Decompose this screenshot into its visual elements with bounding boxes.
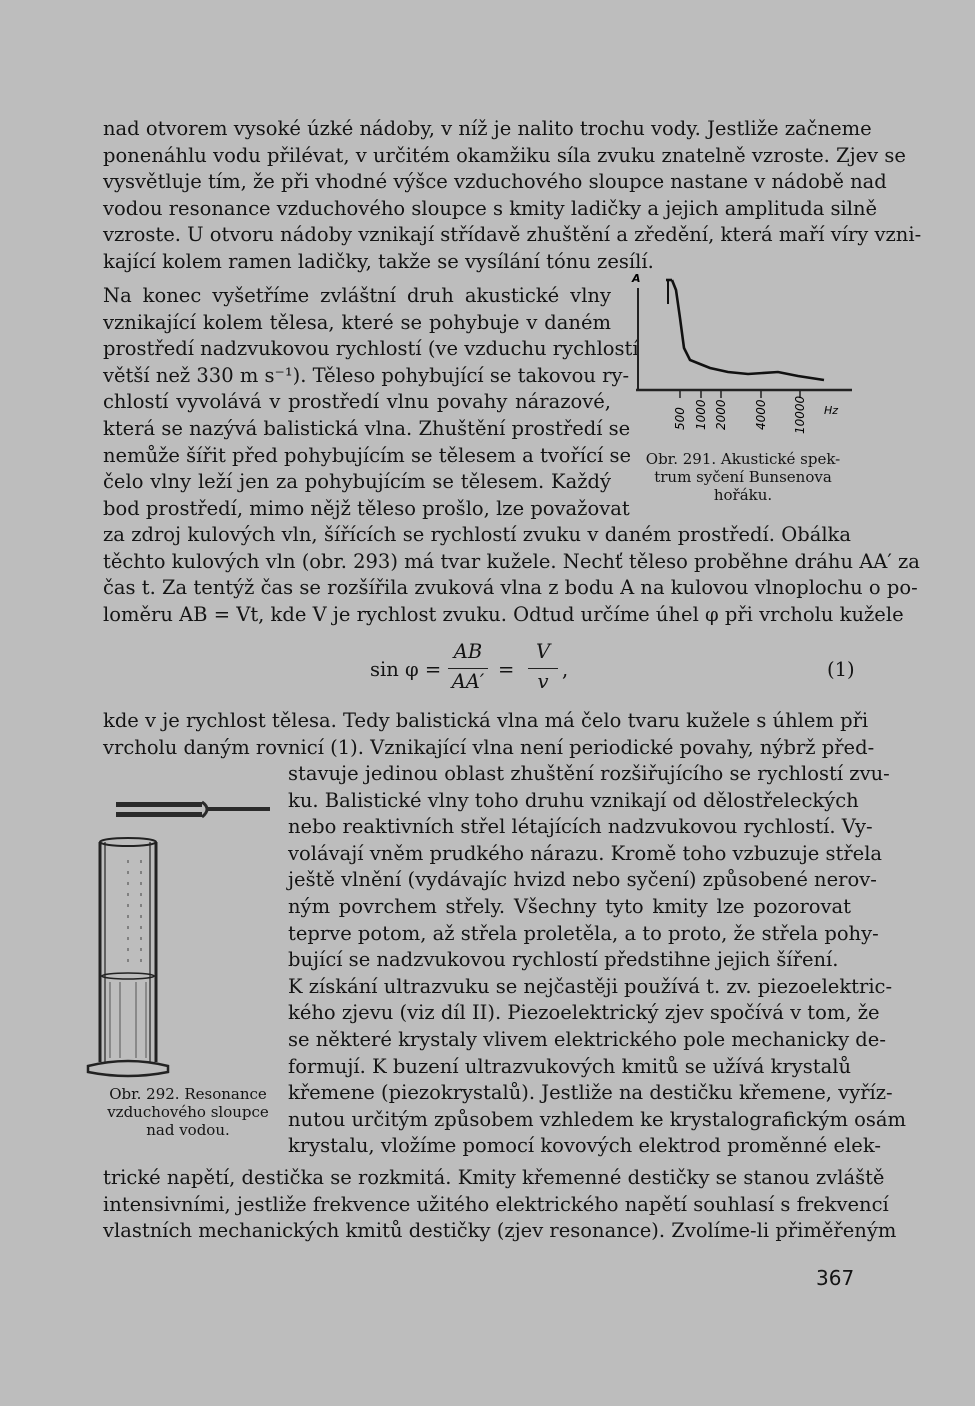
text-line: nebo reaktivních střel létajících nadzvukovou rychlostí. Vy- xyxy=(288,815,873,839)
text-line: čelo vlny leží jen za pohybujícím se tělesem. Každý xyxy=(103,470,611,494)
text-line: čas t. Za tentýž čas se rozšířila zvuková vlna z bodu A na kulovou vlnoplochu o po- xyxy=(103,576,918,600)
text-line: stavuje jedinou oblast zhuštění rozšiřujícího se rychlostí zvu- xyxy=(288,762,890,785)
figure-292-caption xyxy=(98,1085,278,1139)
text-line: K získání ultrazvuku se nejčastěji používá t. zv. piezoelektric- xyxy=(288,974,893,998)
equation-1 xyxy=(370,640,855,700)
figure-291-caption xyxy=(632,450,854,504)
text-line: Na konec vyšetříme zvláštní druh akustické vlny xyxy=(103,284,611,307)
fig291-x-unit: Hz xyxy=(824,404,839,417)
fig291-tick-2000: 2000 xyxy=(714,399,728,430)
figure-292-resonance-tube xyxy=(86,800,276,1080)
text-line: ným povrchem střely. Všechny tyto kmity lze pozorovat xyxy=(288,895,851,918)
equation-comma: , xyxy=(562,658,569,681)
caption-line: hořáku. xyxy=(713,486,773,504)
text-line: která se nazývá balistická vlna. Zhuštění prostředí se xyxy=(103,417,631,440)
caption-line: vzduchového sloupce xyxy=(107,1103,269,1121)
text-line: křemene (piezokrystalů). Jestliže na destičku křemene, vyříz- xyxy=(288,1081,893,1105)
equation-equals: = xyxy=(498,658,515,681)
text-line: nutou určitým způsobem vzhledem ke krystalografickým osám xyxy=(288,1107,907,1131)
text-line: nemůže šířit před pohybujícím se tělesem a tvořící se xyxy=(103,443,632,467)
fig291-tick-500: 500 xyxy=(673,407,687,430)
fig291-tick-4000: 4000 xyxy=(754,399,768,430)
fig291-tick-10000: 10000 xyxy=(793,395,807,434)
text-line: vzroste. U otvoru nádoby vznikají střídavě zhuštění a zředění, která maří víry vzni- xyxy=(103,223,922,247)
text-line: vznikající kolem tělesa, které se pohybuje v daném xyxy=(103,310,611,334)
text-line: ku. Balistické vlny toho druhu vznikají od dělostřeleckých xyxy=(288,788,859,812)
text-line: kde v je rychlost tělesa. Tedy balistická vlna má čelo tvaru kužele s úhlem při xyxy=(103,709,869,732)
text-line: bující se nadzvukovou rychlostí předstihne jejich šíření. xyxy=(288,948,839,972)
text-line: těchto kulových vln (obr. 293) má tvar kužele. Nechť těleso proběhne dráhu AA′ za xyxy=(103,549,920,573)
caption-line: trum syčení Bunsenova xyxy=(654,468,832,486)
text-line: chlostí vyvolává v prostředí vlnu povahy nárazové, xyxy=(103,390,611,414)
caption-line: nad vodou. xyxy=(146,1121,230,1139)
page-number: 367 xyxy=(816,1266,855,1290)
text-line: větší než 330 m s⁻¹). Těleso pohybující se takovou ry- xyxy=(103,363,630,387)
text-line: formují. K buzení ultrazvukových kmitů se užívá krystalů xyxy=(288,1054,851,1078)
equation-numerator-1: AB xyxy=(453,640,483,663)
text-line: vysvětluje tím, že při vhodné výšce vzduchového sloupce nastane v nádobě nad xyxy=(103,170,887,194)
equation-lhs: sin φ = xyxy=(370,658,442,681)
fig291-tick-1000: 1000 xyxy=(694,399,708,430)
text-line: vodou resonance vzduchového sloupce s kmity ladičky a jejich amplituda silně xyxy=(103,196,878,220)
text-line: prostředí nadzvukovou rychlostí (ve vzduchu rychlostí xyxy=(103,337,639,361)
text-line: vrcholu daným rovnicí (1). Vznikající vlna není periodické povahy, nýbrž před- xyxy=(103,735,875,759)
tuning-fork-icon xyxy=(116,802,270,817)
text-line: volávají vněm prudkého nárazu. Kromě toho vzbuzuje střela xyxy=(288,841,883,865)
text-line: trické napětí, destička se rozkmitá. Kmity křemenné destičky se stanou zvláště xyxy=(103,1166,885,1189)
text-line: teprve potom, až střela proletěla, a to proto, že střela pohy- xyxy=(288,921,879,945)
text-line: nad otvorem vysoké úzké nádoby, v níž je nalito trochu vody. Jestliže začneme xyxy=(103,117,872,140)
text-line: krystalu, vložíme pomocí kovových elektrod proměnné elek- xyxy=(288,1134,881,1158)
caption-line: Obr. 291. Akustické spek- xyxy=(645,450,841,468)
text-line: kající kolem ramen ladičky, takže se vysílání tónu zesílí. xyxy=(103,250,654,273)
equation-numerator-2: V xyxy=(535,640,551,663)
text-line: za zdroj kulových vln, šířících se rychlostí zvuku v daném prostředí. Obálka xyxy=(103,523,851,546)
text-line: loměru AB = Vt, kde V je rychlost zvuku. Odtud určíme úhel φ při vrcholu kužele xyxy=(103,602,904,626)
equation-denominator-1: AA′ xyxy=(451,670,485,693)
figure-291-spectrum xyxy=(628,268,858,448)
equation-number: (1) xyxy=(827,658,855,681)
text-line: se některé krystaly vlivem elektrického pole mechanicky de- xyxy=(288,1028,886,1051)
text-line: ještě vlnění (vydávajíc hvizd nebo syčení) způsobené nerov- xyxy=(288,868,877,892)
fig291-curve xyxy=(672,280,824,380)
text-line: ponenáhlu vodu přilévat, v určitém okamžiku síla zvuku znatelně vzroste. Zjev se xyxy=(103,143,906,167)
text-line: vlastních mechanických kmitů destičky (zjev resonance). Zvolíme-li přiměřeným xyxy=(103,1219,897,1243)
equation-denominator-2: v xyxy=(537,670,549,693)
caption-line: Obr. 292. Resonance xyxy=(109,1085,267,1103)
text-line: bod prostředí, mimo nějž těleso prošlo, lze považovat xyxy=(103,496,630,520)
glass-cylinder-icon xyxy=(88,838,168,1076)
text-line: kého zjevu (viz díl II). Piezoelektrický zjev spočívá v tom, že xyxy=(288,1001,880,1025)
fig291-y-label: A xyxy=(632,272,641,285)
text-line: intensivními, jestliže frekvence užitého elektrického napětí souhlasí s frekvencí xyxy=(103,1192,889,1216)
